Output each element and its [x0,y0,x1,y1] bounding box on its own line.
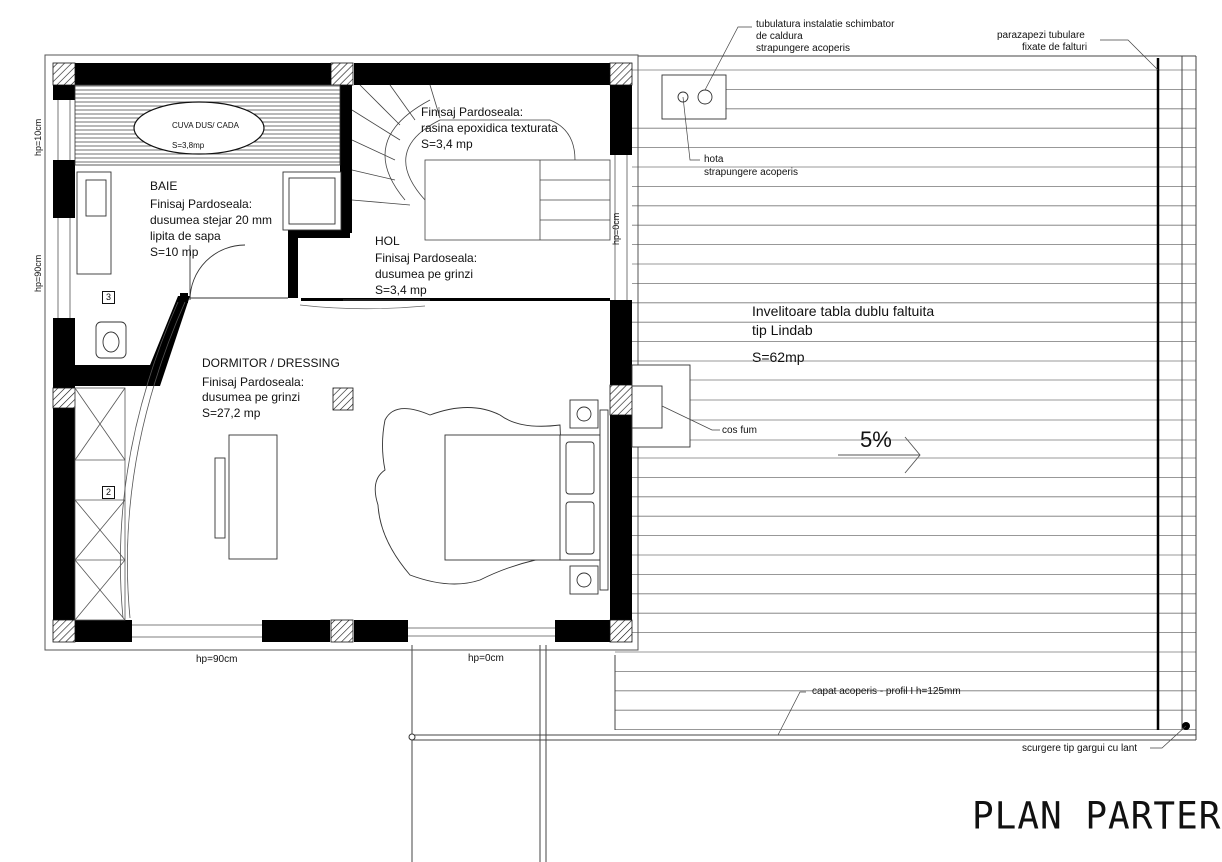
baie-name: BAIE [150,179,178,193]
hol-finish-label: Finisaj Pardoseala: [375,251,478,265]
hp0-right-label: hp=0cm [611,212,621,245]
cos-fum-label: cos fum [722,425,758,436]
dormitor-area: S=27,2 mp [202,406,261,420]
hol-finish: dusumea pe grinzi [375,267,474,281]
stairs-area: S=3,4 mp [421,137,473,151]
hp90-bottom-label: hp=90cm [196,654,238,665]
roof-panels [615,70,1196,730]
hol-name: HOL [375,234,400,248]
baie-finish-2: lipita de sapa [150,229,221,243]
marker-2: 2 [102,486,115,499]
hota-line-2: strapungere acoperis [704,167,798,178]
baie-finish-1: dusumea stejar 20 mm [150,213,273,227]
hp10-label: hp=10cm [33,118,43,156]
shower-area: S=3,8mp [172,141,205,150]
roof-area: S=62mp [752,349,805,365]
hol-door-swing [300,305,425,309]
bedroom-furniture [215,400,608,594]
chimney [632,365,690,447]
parazapezi-line-2: fixate de falturi [1022,42,1088,53]
parazapezi-line-1: parazapezi tubulare [997,30,1085,41]
hp90-left-label: hp=90cm [33,254,43,292]
tubulatura-line-2: de caldura [756,31,803,42]
dormitor-finish-label: Finisaj Pardoseala: [202,375,305,389]
roof-slope: 5% [860,427,892,452]
marker-3: 3 [102,291,115,304]
tubulatura-line-1: tubulatura instalatie schimbator [756,19,895,30]
roof-line-2: tip Lindab [752,322,813,338]
dormitor-finish: dusumea pe grinzi [202,390,301,404]
hota-line-1: hota [704,154,724,165]
plan-title: PLAN PARTER [972,794,1222,839]
stairs-finish-label: Finisaj Pardoseala: [421,105,524,119]
baie-area: S=10 mp [150,245,199,259]
leader-lines [662,27,1186,748]
stairs-finish: rasina epoxidica texturata [421,121,558,135]
vent-box [662,75,726,119]
capat-label: capat acoperis - profil I h=125mm [812,686,961,697]
hp0-bottom-label: hp=0cm [468,653,504,664]
dormitor-name: DORMITOR / DRESSING [202,356,340,370]
profile-end [409,734,415,740]
hol-area: S=3,4 mp [375,283,427,297]
roof-line-1: Invelitoare tabla dublu faltuita [752,303,935,319]
tubulatura-line-3: strapungere acoperis [756,43,850,54]
scurgere-label: scurgere tip gargui cu lant [1022,743,1138,754]
baie-finish-label: Finisaj Pardoseala: [150,197,253,211]
shower-label: CUVA DUS/ CADA [172,121,239,130]
